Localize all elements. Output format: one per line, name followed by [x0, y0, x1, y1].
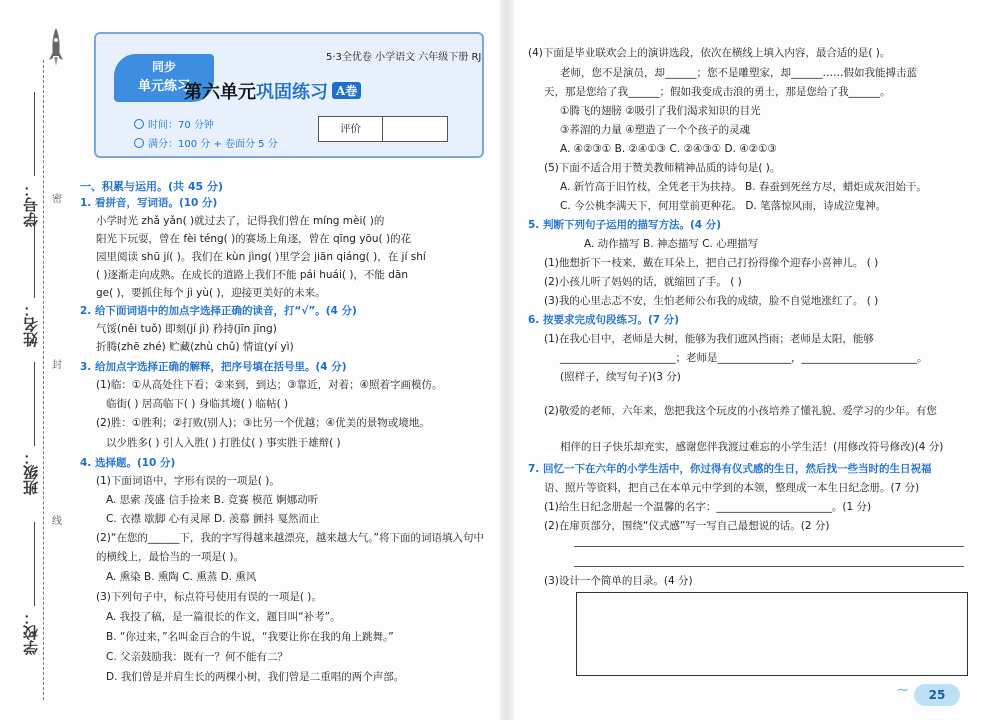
title-badge: A卷 [332, 82, 361, 99]
clock-icon [134, 119, 144, 129]
question-line: 5. 判断下列句子运用的描写方法。(4 分) [528, 219, 722, 231]
time-text: 时间：70 分钟 [148, 120, 214, 131]
seal-word-feng: 封 [52, 360, 62, 371]
question-line: (2)“在您的______下，我的字写得越来越漂亮，越来越大气。”将下面的词语填入句中 [96, 532, 485, 544]
question-line: 小学时光 zhǎ yǎn( )就过去了，记得我们曾在 míng mèi( )的 [96, 215, 385, 227]
name-line[interactable] [34, 214, 35, 298]
seal-word-mi: 密 [52, 194, 62, 205]
question-line: (照样子，续写句子)(3 分) [560, 371, 681, 383]
question-line: (1)下面词语中，字形有误的一项是( )。 [96, 475, 280, 487]
question-line: 阳光下玩耍，曾在 fèi téng( )的赛场上角逐，曾在 qīng yōu( )的花 [96, 233, 412, 245]
question-line: 2. 给下面词语中的加点字选择正确的读音，打“√”。(4 分) [80, 305, 357, 317]
question-line: (2)胜：①胜利；②打败(别人)；③比另一个优越；④优美的景物或境地。 [96, 417, 430, 429]
wave-icon: ~ [896, 680, 910, 699]
question-line: 7. 回忆一下在六年的小学生活中，你过得有仪式感的生日，然后找一些当时的生日祝福 [528, 463, 932, 475]
writing-line-2[interactable] [574, 566, 964, 567]
series-label: 5·3全优卷 小学语文 六年级下册 RJ [326, 52, 482, 63]
time-info [134, 116, 214, 131]
question-line: (1)给生日纪念册起一个温馨的名字：______________________。(1 分) [544, 501, 872, 513]
rating-value-cell[interactable] [383, 117, 447, 141]
badge-line2: 单元练习 [137, 79, 190, 94]
question-line: (1)在我心目中，老师是大树，能够为我们遮风挡雨；老师是太阳，能够 [544, 333, 874, 345]
student-id-label: 学号： [22, 182, 40, 227]
title-highlight: 巩固练习 [256, 82, 328, 103]
question-line: ③荞湄的力量 ④塑造了一个个孩子的灵魂 [560, 124, 751, 136]
question-line: A. 我投了稿，是一篇很长的作文，题目叫“补考”。 [106, 611, 341, 623]
question-line: (3)设计一个简单的目录。(4 分) [544, 575, 693, 587]
rocket-icon [49, 28, 63, 68]
question-line: A. 新竹高于旧竹枝，全凭老干为扶持。 B. 春蚕到死丝方尽，蜡炬成灰泪始干。 [560, 181, 927, 193]
question-line: 折腾(zhē zhé) 贮藏(zhù chǔ) 情谊(yí yì) [96, 341, 294, 353]
name-label: 姓名： [22, 302, 40, 347]
writing-line-1[interactable] [574, 546, 964, 547]
binding-strip [0, 0, 72, 720]
question-line: 以少胜多( ) 引人入胜( ) 打胜仗( ) 事实胜于雄辩( ) [106, 437, 341, 449]
school-label: 学校： [22, 610, 40, 655]
question-line: (2)敬爱的老师，六年来，您把我这个玩皮的小孩培养了懂礼貌、爱学习的少年。有您 [544, 405, 937, 417]
question-line: A. ④②③① B. ②④①③ C. ②④③① D. ④②①③ [560, 143, 777, 155]
question-line: 的横线上，最恰当的一项是( )。 [96, 551, 245, 563]
question-line: 4. 选择题。(10 分) [80, 457, 176, 469]
question-line: ①腾飞的翅膀 ②吸引了我们渴求知识的目光 [560, 105, 761, 117]
question-line: 语、照片等资料，把自己在本单元中学到的本领，整理成一本生日纪念册。(7 分) [544, 482, 920, 494]
question-line: 1. 看拼音，写词语。(10 分) [80, 197, 218, 209]
question-line: 气馁(něi tuǒ) 即刻(jí jì) 矜持(jīn jīng) [96, 323, 277, 335]
question-line: 天，那是您给了我______；假如我变成击浪的勇士，那是您给了我______。 [544, 86, 891, 98]
question-line: 相伴的日子快乐却充实，感谢您伴我渡过难忘的小学生活！(用修改符号修改)(4 分) [560, 441, 944, 453]
right-page [514, 0, 984, 720]
question-line: C. 父亲鼓励我：既有一？何不能有二？ [106, 651, 289, 663]
school-line[interactable] [34, 522, 35, 606]
question-line: A. 动作描写 B. 神态描写 C. 心理描写 [584, 238, 759, 250]
question-line: D. 我们曾是并肩生长的两棵小树，我们曾是二重唱的两个声部。 [106, 671, 405, 683]
question-line: 3. 给加点字选择正确的解释，把序号填在括号里。(4 分) [80, 361, 347, 373]
section-1-title: 一、积累与运用。(共 45 分) [80, 180, 224, 193]
class-line[interactable] [34, 362, 35, 446]
question-line: (4)下面是毕业联欢会上的演讲选段，依次在横线上填入内容，最合适的是( )。 [528, 47, 891, 59]
class-label: 班级： [22, 450, 40, 495]
title-prefix: 第六单元 [184, 82, 256, 103]
score-icon [134, 138, 144, 148]
badge-line1: 同步 [151, 60, 176, 74]
question-line: ge( )，要抓住每个 jì yù( )，迎接更美好的未来。 [96, 287, 326, 299]
page-number: 25 [914, 684, 960, 706]
question-line: B. “你过来，”名叫金百合的牛说，“我要让你在我的角上跳舞。” [106, 631, 394, 643]
question-line: A. 熏染 B. 熏陶 C. 熏蒸 D. 熏风 [106, 571, 257, 583]
rating-box [318, 116, 448, 142]
score-text: 满分：100 分 + 卷面分 5 分 [148, 139, 278, 150]
seal-dash-line [43, 60, 44, 700]
table-of-contents-answer-box[interactable] [576, 592, 968, 676]
rating-label: 评价 [319, 117, 383, 141]
question-line: C. 衣襟 歇脚 心有灵犀 D. 羡慕 颤抖 戛然而止 [106, 513, 320, 525]
question-line: (2)在扉页部分，围绕“仪式感”写一写自己最想说的话。(2 分) [544, 520, 830, 532]
question-line: C. 今公桃李满天下，何用堂前更种花。 D. 笔落惊风雨，诗成泣鬼神。 [560, 200, 887, 212]
score-info [134, 135, 278, 150]
book-gutter [500, 0, 514, 720]
question-line: A. 思索 茂盛 信手捡来 B. 竞赛 模范 婀娜动听 [106, 494, 319, 506]
left-page [74, 0, 492, 720]
question-line: (2)小孩儿听了妈妈的话，就缩回了手。 ( ) [544, 276, 742, 288]
question-line: ______________________；老师是______________，______________________。 [560, 352, 928, 364]
question-line: 6. 按要求完成句段练习。(7 分) [528, 314, 680, 326]
question-line: 临街( ) 居高临下( ) 身临其境( ) 临帖( ) [106, 398, 289, 410]
question-line: (3)下列句子中，标点符号使用有误的一项是( )。 [96, 591, 322, 603]
page-title [184, 78, 361, 104]
question-line: 园里阅读 shū jí( )。我们在 kùn jìng( )里学会 jiān qiáng( )，在 jí shí [96, 251, 426, 263]
exam-header [94, 32, 484, 158]
student-id-line[interactable] [34, 92, 35, 176]
seal-word-xian: 线 [52, 516, 62, 527]
question-line: 老师，您不是演员，却______；您不是雕塑家，却______……假如我能搏击蓝 [560, 67, 917, 79]
question-line: (5)下面不适合用于赞美教师精神品质的诗句是( )。 [544, 162, 781, 174]
question-line: ( )逐渐走向成熟。在成长的道路上我们不能 pái huái( )，不能 dān [96, 269, 409, 281]
question-line: (1)临：①从高处往下看；②来到，到达；③靠近，对着；④照着字画模仿。 [96, 379, 443, 391]
question-line: (1)他想折下一枝来，戴在耳朵上，把自己打扮得像个迎春小喜神儿。 ( ) [544, 257, 879, 269]
question-line: (3)我的心里忐忑不安，生怕老师公布我的成绩，脸不自觉地涨红了。 ( ) [544, 295, 879, 307]
